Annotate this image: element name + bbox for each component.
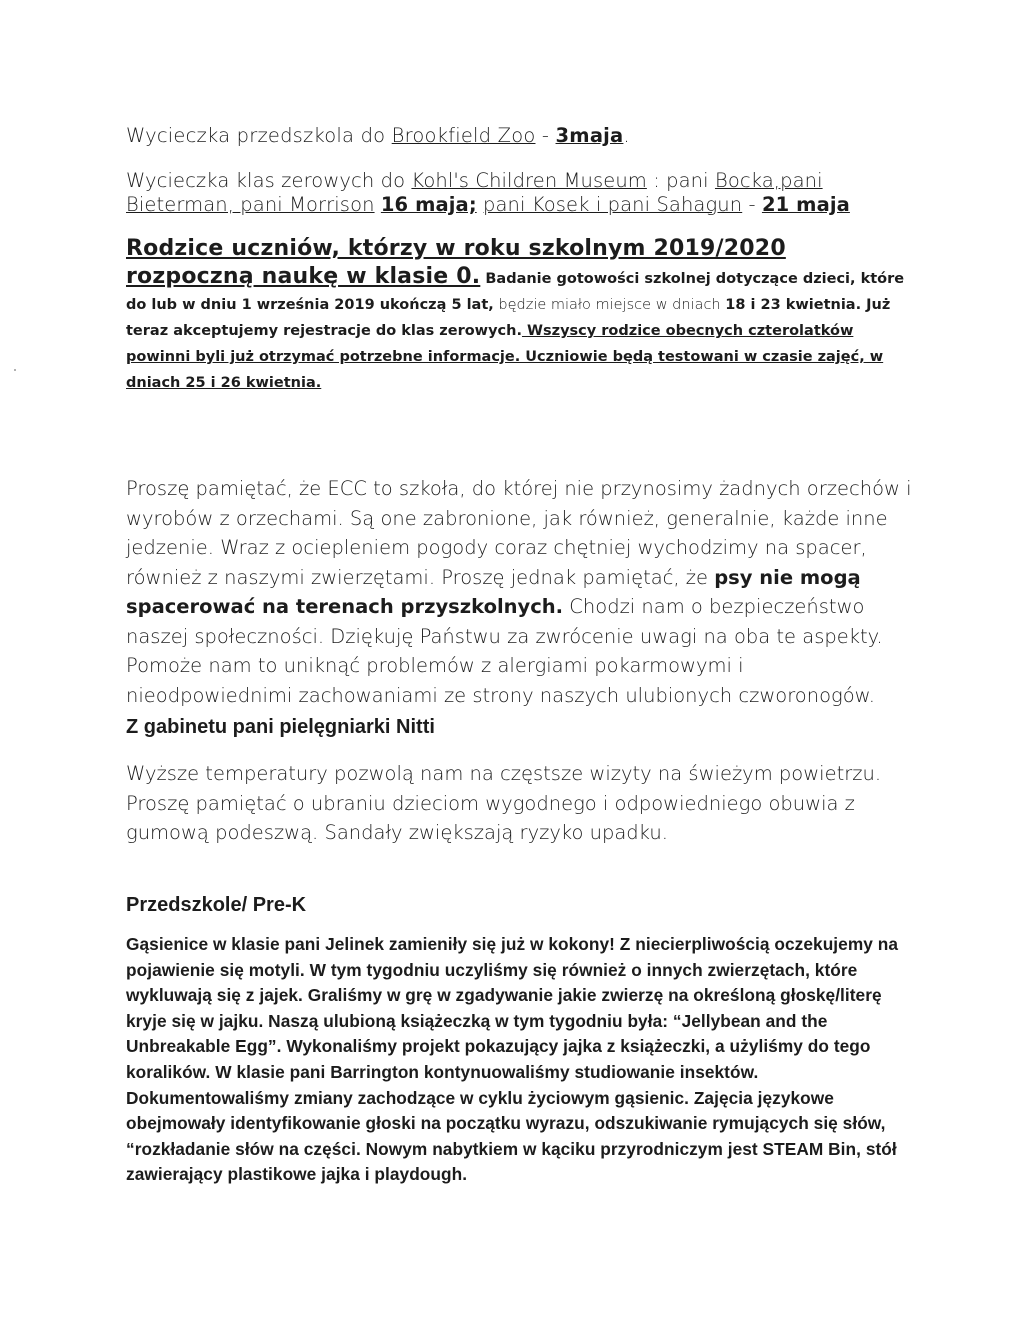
teachers-group-2: pani Kosek i pani Sahagun <box>483 193 743 216</box>
museum-separator-2: - <box>742 193 762 216</box>
allergy-text-1: Proszę pamiętać, że ECC to szkoła, do której nie przynosimy żadnych orzechów i wyrobów z orzechami. Są one zabronione, jak również, generalnie, każde inne jedzenie. Wraz z ociepleniem pogody coraz chętniej wychodzimy na spacer, również z naszymi zwierzętami. Proszę jednak pamiętać, że <box>126 477 912 589</box>
kindergarten-readiness-paragraph <box>126 236 916 396</box>
teachers-group-1a: Bocka,pani <box>714 169 823 192</box>
nurse-section-title: Z gabinetu pani pielęgniarki Nitti <box>126 716 435 738</box>
nurse-section-body: Wyższe temperatury pozwolą nam na częstsze wizyty na świeżym powietrzu. Proszę pamiętać o ubraniu dzieciom wygodnego i odpowiedniego obuwia z gumową podeszwą. Sandały zwiększają ryzyko upadku. <box>126 762 882 844</box>
teachers-group-1b: Bieterman, pani Morrison <box>126 193 375 216</box>
readiness-dates: 18 i 23 kwietnia. <box>725 297 862 313</box>
dogs-warning: psy nie mogą spacerować na terenach przyszkolnych. <box>126 565 861 618</box>
readiness-sentence-1: Badanie gotowości szkolnej dotyczące dzieci, które do lub w dniu 1 września 2019 ukończą 5 lat, <box>126 271 905 313</box>
zoo-trip-prefix: Wycieczka przedszkola do <box>126 124 392 147</box>
allergy-text-2: Chodzi nam o bezpieczeństwo naszej społeczności. Dziękuję Państwu za zwrócenie uwagi na oba te aspekty. Pomoże nam to uniknąć problemów z alergiami pokarmowymi i nieodpowiednimi zachowaniami ze strony naszych ulubionych czworonogów. <box>126 595 883 707</box>
readiness-testing-note: Wszyscy rodzice obecnych czterolatków powinni byli już otrzymać potrzebne informacje. Uczniowie będą testowani w czasie zajęć, w dniach 25 i 26 kwietnia. <box>126 323 884 391</box>
zoo-trip-line <box>126 124 916 148</box>
museum-name: Kohl's Children Museum <box>411 169 647 192</box>
museum-trip-prefix: Wycieczka klas zerowych do <box>126 169 412 192</box>
readiness-heading: Rodzice uczniów, którzy w roku szkolnym 2019/2020 rozpoczną naukę w klasie 0. <box>126 236 786 289</box>
prek-section-title: Przedszkole/ Pre-K <box>126 894 307 916</box>
museum-trip-paragraph <box>126 169 916 217</box>
prek-section-body: Gąsienice w klasie pani Jelinek zamieniły się już w kokony! Z niecierpliwością oczekujemy na pojawienie się motyli. W tym tygodniu uczyliśmy się również o innych zwierzętach, które wykluwają się z jajek. Graliśmy w grę w zgadywanie jakie zwierzę na określoną głoskę/literę kryje się w jajku. Naszą ulubioną książeczką w tym tygodniu była: “Jellybean and the Unbreakable Egg”. Wykonaliśmy projekt pokazujący jajka z książeczki, a użyliśmy do tego koralików. W klasie pani Barrington kontynuowaliśmy studiowanie insektów. Dokumentowaliśmy zmiany zachodzące w cyklu życiowym gąsienic. Zajęcia językowe obejmowały identyfikowanie głoski na początku wyrazu, odszukiwanie rymujących się słów, “rozkładanie słów na części. Nowym nabytkiem w kąciku przyrodniczym jest STEAM Bin, stół zawierający plastikowe jajka i playdough. <box>126 934 899 1185</box>
zoo-trip-date: 3maja <box>555 124 624 147</box>
museum-date-2: 21 maja <box>761 193 850 216</box>
museum-separator: : pani <box>646 169 715 192</box>
zoo-trip-end: . <box>623 124 630 147</box>
readiness-sentence-2: będzie miało miejsce w dniach <box>493 297 726 313</box>
nut-and-pets-paragraph <box>126 474 916 710</box>
readiness-registration: Już teraz akceptujemy rejestracje do klas zerowych. <box>126 297 891 339</box>
scan-speck <box>14 369 16 371</box>
zoo-name: Brookfield Zoo <box>391 124 536 147</box>
zoo-separator: - <box>535 124 556 147</box>
museum-date-1: 16 maja; <box>380 193 477 216</box>
